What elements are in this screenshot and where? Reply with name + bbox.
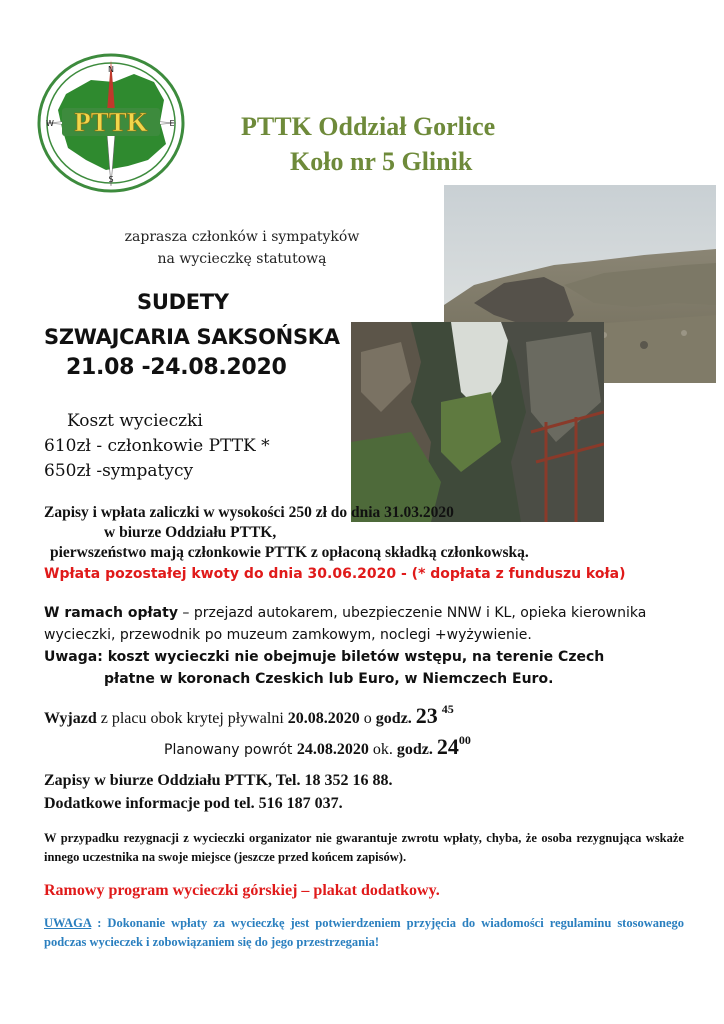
invitation-line-1: zaprasza członków i sympatyków [124,229,360,245]
cost-sympathizers: 650zł -sympatycy [44,461,194,481]
departure-line [44,702,454,729]
compass-w: W [46,119,54,128]
includes-text-1: – przejazd autokarem, ubezpieczenie NNW i KL, opieka kierownika [177,605,647,621]
note-label: Uwaga [44,649,98,665]
pttk-logo [36,52,186,194]
return-minutes: 00 [458,733,471,747]
program-note: Ramowy program wycieczki górskiej – plakat dodatkowy. [44,882,440,899]
includes-line-1 [44,605,646,621]
departure-label: Wyjazd [44,710,97,727]
logo-text: PTTK [74,107,148,137]
gorge-photo [351,322,604,522]
compass-s: S [108,175,114,184]
departure-o: o [359,710,376,727]
trip-name: SZWAJCARIA SAKSOŃSKA [44,325,340,349]
return-line [164,733,471,760]
warning-label: UWAGA [44,916,92,930]
return-label: Planowany powrót [164,742,297,758]
return-ok: ok. [368,741,397,758]
signup-line-1: Zapisy i wpłata zaliczki w wysokości 250 zł do dnia 31.03.2020 [44,504,454,521]
signup-line-3: pierwszeństwo mają członkowie PTTK z opłaconą składką członkowską. [50,544,529,561]
invitation-line-2: na wycieczkę statutową [157,251,327,267]
departure-date: 20.08.2020 [287,710,360,727]
warning-note [44,914,684,952]
note-line-2: płatne w koronach Czeskich lub Euro, w Niemczech Euro. [104,671,554,687]
contact-line-1: Zapisy w biurze Oddziału PTTK, Tel. 18 352 16 88. [44,772,393,789]
return-hour: 24 [436,734,459,759]
cost-members: 610zł - członkowie PTTK * [44,436,270,456]
includes-line-2: wycieczki, przewodnik po muzeum zamkowym, noclegi +wyżywienie. [44,627,532,643]
departure-hour: 23 [415,703,438,728]
trip-dates: 21.08 -24.08.2020 [66,355,287,380]
warning-text: : Dokonanie wpłaty za wycieczkę jest potwierdzeniem przyjęcia do wiadomości regulaminu stosowanego podczas wycieczek i zobowiązaniem się do jego przestrzegania! [44,916,684,949]
compass-e: E [169,119,175,128]
compass-n: N [108,65,114,74]
signup-line-2: w biurze Oddziału PTTK, [104,524,277,541]
return-date: 24.08.2020 [296,741,369,758]
includes-label: W ramach opłaty [44,605,178,621]
return-godz: godz. [396,741,433,758]
note-line-1 [44,649,604,665]
departure-godz: godz. [375,710,412,727]
trip-region: SUDETY [137,290,229,314]
note-text-1: : koszt wycieczki nie obejmuje biletów wstępu, na terenie Czech [97,649,605,665]
header-title: PTTK Oddział Gorlice [241,112,496,141]
payment-deadline: Wpłata pozostałej kwoty do dnia 30.06.2020 - (* dopłata z funduszu koła) [44,566,626,582]
cost-heading: Koszt wycieczki [67,411,203,431]
resignation-note: W przypadku rezygnacji z wycieczki organizator nie gwarantuje zwrotu wpłaty, chyba, że osoba rezygnująca wskaże innego uczestnika na swoje miejsce (jeszcze przed końcem zapisów). [44,831,684,864]
departure-text: z placu obok krytej pływalni [96,710,288,727]
header-subtitle: Koło nr 5 Glinik [290,147,473,176]
departure-minutes: 45 [441,702,454,716]
contact-line-2: Dodatkowe informacje pod tel. 516 187 037. [44,795,343,812]
